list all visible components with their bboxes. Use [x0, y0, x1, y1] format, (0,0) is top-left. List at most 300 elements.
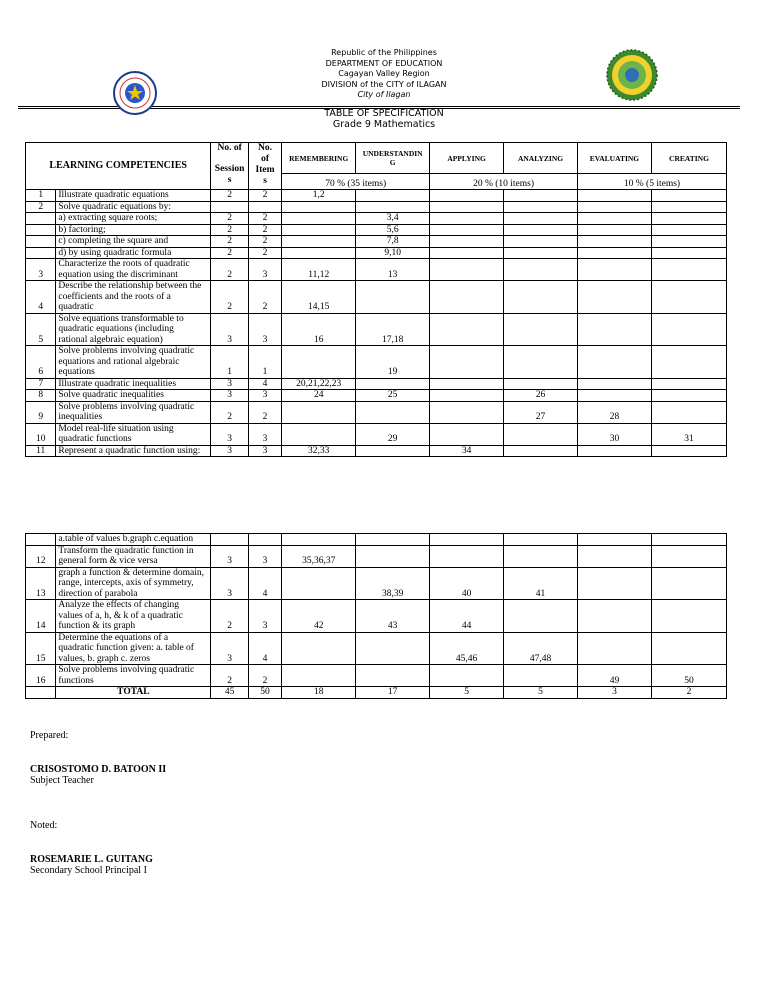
cell-evaluating: 28 [578, 401, 652, 423]
cell-analyzing [504, 423, 578, 445]
cell-sessions: 2 [211, 281, 248, 314]
cell-remembering: 42 [282, 600, 356, 633]
total-understanding: 17 [356, 687, 430, 699]
competency-text [56, 567, 211, 600]
cell-items: 4 [248, 632, 281, 665]
cell-understanding [356, 545, 430, 567]
cell-understanding: 25 [356, 390, 430, 402]
competency-line: Illustrate quadratic equations [58, 190, 169, 200]
competency-number [26, 224, 56, 236]
competency-text [56, 378, 211, 390]
competency-line: coefficients and the roots of a [58, 291, 171, 302]
cell-sessions: 3 [211, 632, 248, 665]
cell-analyzing [504, 259, 578, 281]
cell-applying [430, 224, 504, 236]
competency-line: range, intercepts, axis of symmetry, [58, 578, 194, 588]
cell-analyzing [504, 224, 578, 236]
cell-items: 2 [248, 224, 281, 236]
cell-understanding [356, 445, 430, 457]
cell-analyzing [504, 313, 578, 346]
cell-sessions: 2 [211, 247, 248, 259]
table-row [26, 313, 727, 346]
competency-line: functions [58, 675, 94, 686]
competency-text [56, 281, 211, 314]
cell-items: 3 [248, 390, 281, 402]
cell-applying: 40 [430, 567, 504, 600]
cell-creating [651, 534, 726, 546]
city-seal-icon [604, 48, 660, 102]
cell-remembering [282, 632, 356, 665]
cell-applying: 45,46 [430, 632, 504, 665]
competency-number: 2 [26, 201, 56, 213]
prepared-title: Subject Teacher [30, 775, 94, 786]
cell-evaluating [578, 632, 652, 665]
competency-text [56, 236, 211, 248]
header-understanding: UNDERSTANDIN G [356, 143, 430, 174]
cell-analyzing: 26 [504, 390, 578, 402]
table-row [26, 445, 727, 457]
cell-items: 3 [248, 313, 281, 346]
cell-analyzing [504, 600, 578, 633]
competency-text [56, 545, 211, 567]
competency-line: a) extracting square roots; [58, 213, 158, 223]
cell-evaluating [578, 600, 652, 633]
cell-analyzing: 41 [504, 567, 578, 600]
competency-text [56, 423, 211, 445]
cell-items [248, 534, 281, 546]
cell-analyzing [504, 445, 578, 457]
cell-items: 3 [248, 259, 281, 281]
cell-remembering [282, 236, 356, 248]
cell-creating [651, 247, 726, 259]
competency-line: Analyze the effects of changing [58, 600, 180, 610]
header-evaluating: EVALUATING [578, 143, 652, 174]
cell-creating [651, 259, 726, 281]
header-city: City of Ilagan [357, 90, 411, 99]
competency-text [56, 201, 211, 213]
tos-table-part-2 [25, 533, 727, 699]
cell-analyzing [504, 378, 578, 390]
table-row [26, 423, 727, 445]
cell-remembering [282, 534, 356, 546]
header-items: No. of Item s [248, 143, 281, 190]
cell-remembering: 1,2 [282, 190, 356, 202]
cell-creating [651, 346, 726, 379]
cell-items: 2 [248, 213, 281, 225]
cell-analyzing [504, 236, 578, 248]
competency-line: Solve equations transformable to [58, 313, 184, 324]
cell-sessions: 2 [211, 600, 248, 633]
cell-sessions [211, 201, 248, 213]
cell-understanding: 19 [356, 346, 430, 379]
cell-creating [651, 201, 726, 213]
cell-understanding: 43 [356, 600, 430, 633]
competency-line: b) factoring; [58, 224, 106, 235]
cell-creating [651, 445, 726, 457]
noted-label: Noted: [30, 820, 58, 831]
prepared-name: CRISOSTOMO D. BATOON II [30, 764, 167, 775]
competency-text [56, 390, 211, 402]
cell-applying [430, 534, 504, 546]
total-sessions: 45 [211, 687, 248, 699]
cell-remembering [282, 213, 356, 225]
cell-items: 3 [248, 545, 281, 567]
cell-evaluating [578, 201, 652, 213]
cell-applying [430, 390, 504, 402]
cell-items: 2 [248, 236, 281, 248]
competency-number: 13 [26, 567, 56, 600]
cell-evaluating [578, 313, 652, 346]
competency-text [56, 534, 211, 546]
tos-table-part-1 [25, 142, 727, 457]
cell-remembering [282, 567, 356, 600]
cell-understanding: 7,8 [356, 236, 430, 248]
cell-sessions: 3 [211, 445, 248, 457]
cell-evaluating: 49 [578, 665, 652, 687]
cell-evaluating [578, 445, 652, 457]
competency-text [56, 224, 211, 236]
cell-items [248, 201, 281, 213]
cell-sessions: 2 [211, 401, 248, 423]
table-row [26, 247, 727, 259]
cell-remembering [282, 401, 356, 423]
competency-line: graph a function & determine domain, [58, 567, 204, 578]
competency-line: direction of parabola [58, 588, 138, 599]
cell-analyzing [504, 247, 578, 259]
competency-number: 10 [26, 423, 56, 445]
total-label: TOTAL [56, 687, 211, 699]
competency-line: Solve problems involving quadratic [58, 665, 195, 675]
header-sessions: No. of Session s [211, 143, 248, 190]
table-row [26, 259, 727, 281]
cell-understanding [356, 665, 430, 687]
cell-remembering [282, 346, 356, 379]
cell-sessions [211, 534, 248, 546]
competency-line: Solve problems involving quadratic [58, 346, 195, 356]
competency-line: Solve problems involving quadratic [58, 401, 195, 412]
tos-title: TABLE OF SPECIFICATION [324, 108, 444, 119]
cell-remembering [282, 423, 356, 445]
cell-remembering: 35,36,37 [282, 545, 356, 567]
competency-line: Characterize the roots of quadratic [58, 259, 190, 269]
table-row [26, 281, 727, 314]
cell-analyzing [504, 534, 578, 546]
cell-creating: 50 [651, 665, 726, 687]
competency-number: 3 [26, 259, 56, 281]
header-department: DEPARTMENT OF EDUCATION [325, 58, 443, 68]
cell-understanding [356, 201, 430, 213]
cell-understanding [356, 281, 430, 314]
cell-analyzing [504, 201, 578, 213]
competency-line: quadratic function given: a. table of [58, 643, 194, 653]
cell-applying [430, 313, 504, 346]
total-row [26, 687, 727, 699]
header-pct-easy: 70 % (35 items) [282, 174, 430, 190]
cell-sessions: 3 [211, 567, 248, 600]
cell-understanding: 5,6 [356, 224, 430, 236]
table-row [26, 390, 727, 402]
cell-understanding [356, 401, 430, 423]
competency-number: 8 [26, 390, 56, 402]
competency-line: equations [58, 367, 95, 377]
competency-line: equation using the discriminant [58, 269, 178, 280]
cell-applying [430, 423, 504, 445]
cell-remembering [282, 224, 356, 236]
header-republic: Republic of the Philippines [331, 48, 437, 57]
cell-understanding: 38,39 [356, 567, 430, 600]
cell-analyzing: 47,48 [504, 632, 578, 665]
cell-evaluating [578, 346, 652, 379]
competency-line: Determine the equations of a [58, 632, 169, 643]
competency-text [56, 259, 211, 281]
cell-understanding [356, 190, 430, 202]
cell-remembering [282, 201, 356, 213]
competency-text [56, 632, 211, 665]
total-creating: 2 [651, 687, 726, 699]
competency-text [56, 665, 211, 687]
header-applying: APPLYING [430, 143, 504, 174]
competency-line: c) completing the square and [58, 236, 169, 246]
cell-sessions: 2 [211, 190, 248, 202]
competency-line: d) by using quadratic formula [58, 247, 172, 258]
cell-evaluating [578, 378, 652, 390]
cell-analyzing [504, 545, 578, 567]
competency-text [56, 600, 211, 633]
competency-number: 16 [26, 665, 56, 687]
table-row [26, 534, 727, 546]
cell-understanding [356, 632, 430, 665]
competency-line: inequalities [58, 412, 103, 422]
cell-sessions: 1 [211, 346, 248, 379]
cell-items: 4 [248, 378, 281, 390]
table-row [26, 236, 727, 248]
competency-number: 4 [26, 281, 56, 314]
cell-understanding [356, 534, 430, 546]
cell-items: 1 [248, 346, 281, 379]
cell-items: 3 [248, 600, 281, 633]
table-row [26, 224, 727, 236]
cell-analyzing [504, 281, 578, 314]
cell-applying [430, 545, 504, 567]
cell-evaluating [578, 259, 652, 281]
cell-creating [651, 545, 726, 567]
cell-applying: 44 [430, 600, 504, 633]
cell-analyzing: 27 [504, 401, 578, 423]
cell-evaluating [578, 224, 652, 236]
competency-line: function & its graph [58, 621, 136, 631]
cell-creating [651, 313, 726, 346]
competency-text [56, 313, 211, 346]
header-learning-competencies: LEARNING COMPETENCIES [26, 143, 211, 190]
cell-applying [430, 378, 504, 390]
cell-applying: 34 [430, 445, 504, 457]
competency-line: Illustrate quadratic inequalities [58, 378, 177, 389]
cell-creating [651, 213, 726, 225]
total-evaluating: 3 [578, 687, 652, 699]
competency-number: 7 [26, 378, 56, 390]
header-division: DIVISION of the CITY of ILAGAN [321, 79, 447, 89]
cell-remembering: 14,15 [282, 281, 356, 314]
tos-subtitle: Grade 9 Mathematics [332, 119, 436, 130]
cell-evaluating [578, 390, 652, 402]
competency-line: quadratic functions [58, 434, 132, 444]
competency-number: 6 [26, 346, 56, 379]
competency-number: 12 [26, 545, 56, 567]
table-row [26, 190, 727, 202]
header-remembering: REMEMBERING [282, 143, 356, 174]
cell-remembering: 11,12 [282, 259, 356, 281]
table-row [26, 213, 727, 225]
cell-understanding: 13 [356, 259, 430, 281]
competency-text [56, 247, 211, 259]
cell-applying [430, 665, 504, 687]
cell-evaluating [578, 213, 652, 225]
competency-text [56, 346, 211, 379]
total-items: 50 [248, 687, 281, 699]
cell-analyzing [504, 665, 578, 687]
competency-number [26, 236, 56, 248]
cell-applying [430, 236, 504, 248]
table-row [26, 567, 727, 600]
header-pct-difficult: 10 % (5 items) [578, 174, 727, 190]
competency-line: Describe the relationship between the [58, 281, 202, 291]
cell-creating [651, 401, 726, 423]
competency-number: 11 [26, 445, 56, 457]
table-row [26, 401, 727, 423]
header-pct-average: 20 % (10 items) [430, 174, 578, 190]
cell-creating [651, 567, 726, 600]
cell-evaluating [578, 281, 652, 314]
total-analyzing: 5 [504, 687, 578, 699]
cell-sessions: 3 [211, 378, 248, 390]
competency-line: Solve quadratic inequalities [58, 390, 164, 400]
cell-items: 2 [248, 190, 281, 202]
competency-text [56, 445, 211, 457]
cell-creating [651, 281, 726, 314]
competency-number [26, 534, 56, 546]
cell-items: 3 [248, 445, 281, 457]
competency-line: Represent a quadratic function using: [58, 445, 201, 456]
cell-sessions: 3 [211, 313, 248, 346]
header-analyzing: ANALYZING [504, 143, 578, 174]
cell-sessions: 2 [211, 665, 248, 687]
table-row [26, 665, 727, 687]
table-row [26, 600, 727, 633]
table-row [26, 545, 727, 567]
competency-number: 15 [26, 632, 56, 665]
cell-creating [651, 224, 726, 236]
cell-understanding: 29 [356, 423, 430, 445]
cell-remembering: 32,33 [282, 445, 356, 457]
competency-line: quadratic [58, 302, 94, 312]
cell-items: 3 [248, 423, 281, 445]
competency-line: rational algebraic equation) [58, 334, 163, 345]
cell-remembering [282, 665, 356, 687]
cell-analyzing [504, 213, 578, 225]
cell-understanding [356, 378, 430, 390]
table-row [26, 201, 727, 213]
competency-line: Solve quadratic equations by: [58, 201, 172, 212]
total-remembering: 18 [282, 687, 356, 699]
competency-text [56, 401, 211, 423]
competency-number: 9 [26, 401, 56, 423]
cell-items: 2 [248, 247, 281, 259]
cell-sessions: 2 [211, 236, 248, 248]
cell-applying [430, 259, 504, 281]
competency-text [56, 190, 211, 202]
competency-line: a.table of values b.graph c.equation [58, 534, 194, 544]
cell-evaluating [578, 247, 652, 259]
cell-remembering: 20,21,22,23 [282, 378, 356, 390]
competency-line: Model real-life situation using [58, 423, 174, 434]
cell-applying [430, 247, 504, 259]
cell-evaluating: 30 [578, 423, 652, 445]
prepared-label: Prepared: [30, 730, 69, 741]
competency-line: values of a, h, & k of a quadratic [58, 610, 183, 621]
cell-creating [651, 378, 726, 390]
competency-line: values, b. graph c. zeros [58, 653, 150, 664]
cell-understanding: 17,18 [356, 313, 430, 346]
cell-applying [430, 190, 504, 202]
cell-creating [651, 390, 726, 402]
noted-title: Secondary School Principal I [30, 865, 147, 876]
cell-items: 2 [248, 281, 281, 314]
total-applying: 5 [430, 687, 504, 699]
cell-analyzing [504, 190, 578, 202]
competency-number: 14 [26, 600, 56, 633]
competency-line: Transform the quadratic function in [58, 545, 194, 556]
cell-remembering [282, 247, 356, 259]
cell-creating [651, 632, 726, 665]
competency-line: general form & vice versa [58, 556, 158, 566]
cell-applying [430, 401, 504, 423]
cell-items: 2 [248, 401, 281, 423]
competency-number [26, 247, 56, 259]
cell-items: 2 [248, 665, 281, 687]
header-region: Cagayan Valley Region [338, 69, 430, 78]
table-row [26, 632, 727, 665]
cell-sessions: 2 [211, 224, 248, 236]
cell-sessions: 3 [211, 390, 248, 402]
cell-understanding: 9,10 [356, 247, 430, 259]
cell-sessions: 2 [211, 213, 248, 225]
noted-name: ROSEMARIE L. GUITANG [30, 854, 153, 865]
table-row [26, 378, 727, 390]
cell-evaluating [578, 534, 652, 546]
cell-creating [651, 600, 726, 633]
cell-analyzing [504, 346, 578, 379]
cell-items: 4 [248, 567, 281, 600]
competency-line: equations and rational algebraic [58, 356, 180, 367]
cell-sessions: 2 [211, 259, 248, 281]
cell-creating: 31 [651, 423, 726, 445]
cell-sessions: 3 [211, 545, 248, 567]
competency-number [26, 213, 56, 225]
cell-sessions: 3 [211, 423, 248, 445]
competency-number: 1 [26, 190, 56, 202]
cell-applying [430, 281, 504, 314]
cell-evaluating [578, 545, 652, 567]
deped-seal-icon [112, 70, 158, 116]
header-creating: CREATING [651, 143, 726, 174]
cell-applying [430, 213, 504, 225]
cell-applying [430, 346, 504, 379]
competency-line: quadratic equations (including [58, 324, 174, 334]
table-row [26, 346, 727, 379]
cell-evaluating [578, 236, 652, 248]
cell-evaluating [578, 190, 652, 202]
cell-applying [430, 201, 504, 213]
